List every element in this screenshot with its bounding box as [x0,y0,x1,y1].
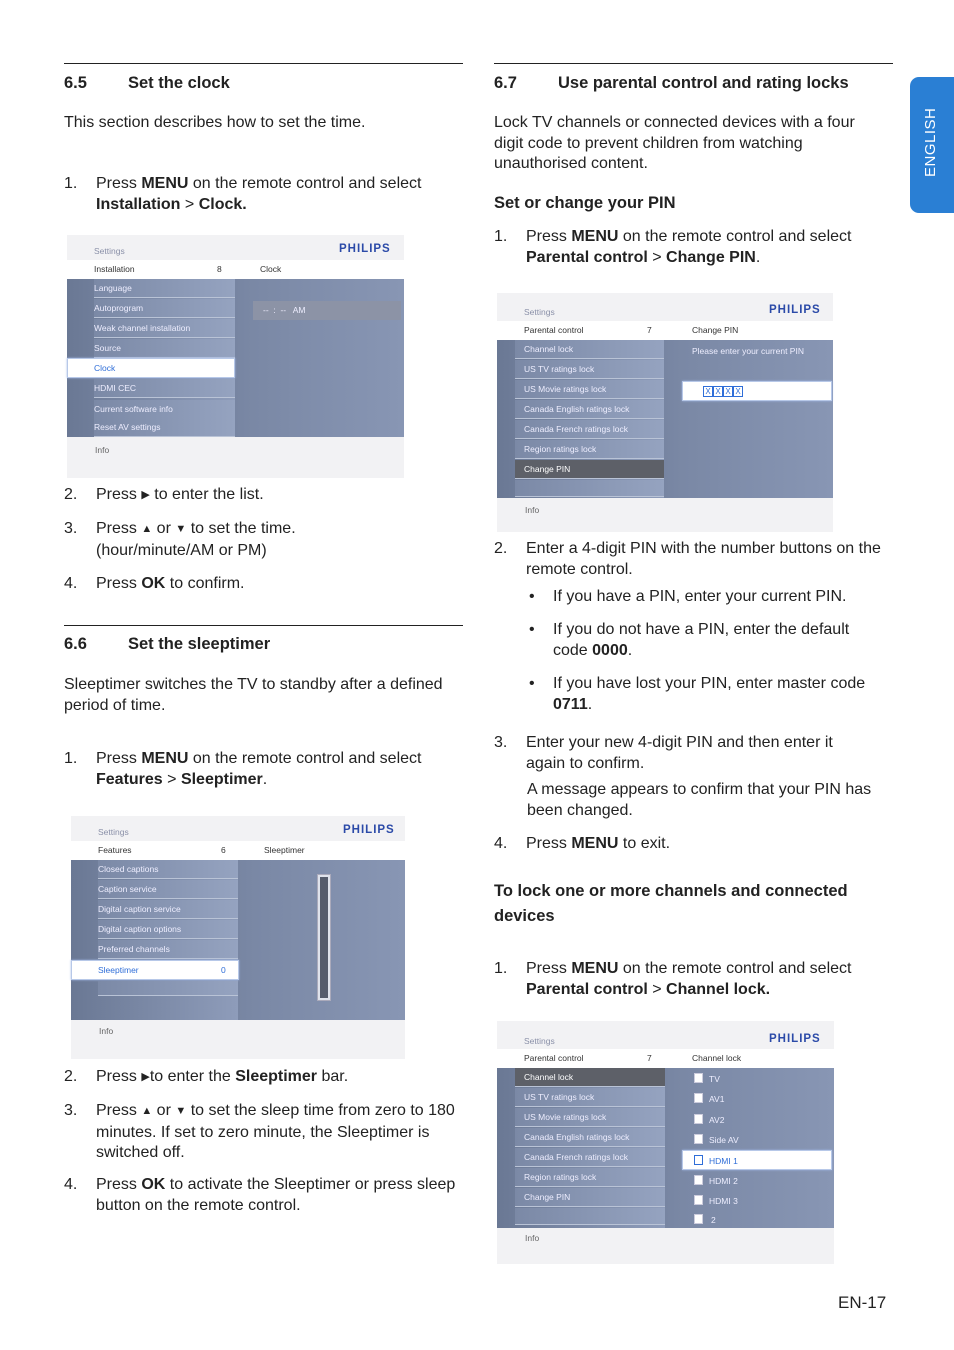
page-number: EN-17 [838,1293,887,1312]
menu-panel [67,279,404,437]
section-rule [64,625,463,626]
section-rule [494,63,893,64]
subheading: To lock one or more channels and connected devices [494,882,848,925]
sleeptimer-menu-screenshot: Settings PHILIPS Features 6 Sleeptimer Closed captions Caption service Digital caption service Digital caption options Preferred channels Sleeptimer 0 Info [71,816,405,1059]
menu-item[interactable]: Digital caption options [98,920,238,939]
section-intro: Sleeptimer switches the TV to standby after a defined period of time. [64,676,443,714]
language-tab-label: ENGLISH [922,107,939,177]
menu-item[interactable]: Change PIN [515,1188,665,1207]
menu-item[interactable]: Canada French ratings lock [515,420,664,439]
section-heading-6-5 [64,74,463,96]
philips-logo: PHILIPS [343,824,395,836]
menu-item[interactable]: Canada English ratings lock [515,1128,665,1147]
time-input[interactable]: -- : -- AM [253,301,401,320]
checkbox[interactable] [694,1073,703,1083]
checkbox[interactable] [694,1134,703,1144]
menu-path-bar: Installation 8 Clock [67,260,404,280]
menu-panel [497,340,833,498]
philips-logo: PHILIPS [769,304,821,316]
menu-item-selected[interactable]: Sleeptimer 0 [71,960,239,980]
sleeptimer-slider[interactable] [317,874,331,1001]
lock-item-selected[interactable]: HDMI 1 [682,1150,832,1170]
menu-item[interactable]: Caption service [98,880,238,899]
checkbox[interactable] [694,1093,703,1103]
menu-item-selected[interactable]: Change PIN [515,460,664,479]
menu-item[interactable]: Preferred channels [98,940,238,959]
menu-item[interactable]: US Movie ratings lock [515,380,664,399]
philips-logo: PHILIPS [339,243,391,255]
section-intro: This section describes how to set the time. [64,114,366,131]
menu-item[interactable]: US Movie ratings lock [515,1108,665,1127]
section-heading-6-6: 6.6 Set the sleeptimer [64,635,271,653]
pin-prompt: Please enter your current PIN [692,346,804,356]
menu-item[interactable]: Weak channel installation [94,319,235,338]
menu-item[interactable]: Source [94,339,235,358]
menu-item[interactable]: Autoprogram [94,299,235,318]
menu-path-bar: Parental control 7 Change PIN [497,321,833,341]
clock-menu-screenshot: Settings PHILIPS Installation 8 Clock Language Autoprogram Weak channel installation Source Clock HDMI CEC Current software info Reset AV settings -- : -- AM Info [67,235,404,478]
checkbox[interactable] [694,1214,703,1224]
menu-item[interactable]: Current software info [94,400,235,419]
section-rule [64,63,463,64]
step-note: A message appears to confirm that your PIN has been changed. [527,781,872,819]
subheading: Set or change your PIN [494,194,676,212]
menu-path-bar: Features 6 Sleeptimer [71,841,405,861]
menu-panel [71,860,405,1020]
checkbox[interactable] [694,1195,703,1205]
menu-item-selected[interactable]: Channel lock [515,1068,665,1087]
checkbox[interactable] [694,1155,703,1165]
menu-item[interactable]: Reset AV settings [94,418,235,437]
channel-lock-screenshot: Settings PHILIPS Parental control 7 Channel lock Channel lock US TV ratings lock US Movie ratings lock Canada English ratings lock Canada French ratings lock Region ratings lock Change PIN TV AV1 AV2 Side AV HDMI 1 HDMI 2 HDMI 3 2 Info [497,1021,834,1264]
section-intro: Lock TV channels or connected devices with a four digit code to prevent children from watching unauthorised content. [494,114,855,172]
checkbox[interactable] [694,1175,703,1185]
menu-item[interactable]: Closed captions [98,860,238,879]
change-pin-screenshot: Settings PHILIPS Parental control 7 Change PIN Channel lock US TV ratings lock US Movie ratings lock Canada English ratings lock Canada French ratings lock Region ratings lock Change PIN Please enter your current PIN X X X X Info [497,293,833,532]
menu-item[interactable]: US TV ratings lock [515,360,664,379]
menu-item[interactable]: Digital caption service [98,900,238,919]
menu-item[interactable]: Canada French ratings lock [515,1148,665,1167]
section-number: 6.5 [64,74,87,92]
menu-item[interactable]: Region ratings lock [515,1168,665,1187]
menu-item[interactable]: Channel lock [515,340,664,359]
philips-logo: PHILIPS [769,1033,821,1045]
menu-panel: Channel lock US TV ratings lock US Movie ratings lock Canada English ratings lock Canada French ratings lock Region ratings lock Change PIN TV AV1 AV2 Side AV HDMI 1 HDMI 2 HDMI 3 2 [497,1068,834,1228]
menu-item[interactable]: Region ratings lock [515,440,664,459]
menu-item[interactable]: Canada English ratings lock [515,400,664,419]
pin-input[interactable]: X X X X [682,381,832,401]
menu-item[interactable]: Language [94,279,235,298]
section-title: Set the clock [128,74,230,92]
menu-item[interactable]: HDMI CEC [94,379,235,398]
menu-item-selected[interactable]: Clock [67,358,235,378]
slider-track [320,877,328,998]
menu-item[interactable]: US TV ratings lock [515,1088,665,1107]
checkbox[interactable] [694,1114,703,1124]
section-heading-6-7: 6.7 Use parental control and rating locks [494,74,849,92]
language-tab [910,77,954,213]
menu-path-bar: Parental control 7 Channel lock [497,1049,834,1069]
